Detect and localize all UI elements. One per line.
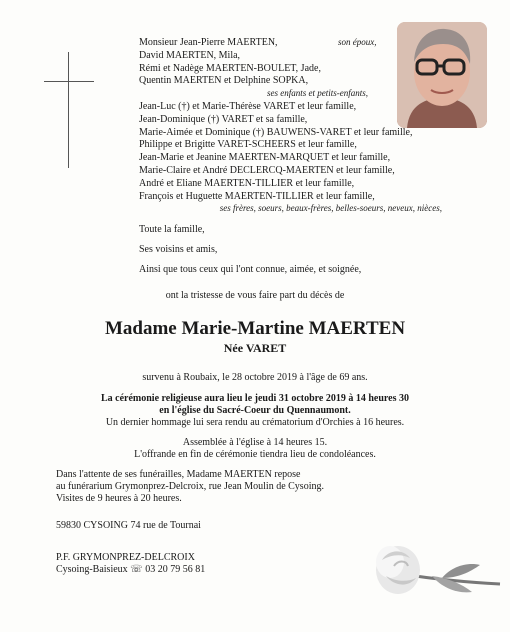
family-line: André et Eliane MAERTEN-TILLIER et leur famille,: [139, 177, 355, 189]
family-line: Quentin MAERTEN et Delphine SOPKA,: [139, 75, 309, 87]
rose-image: [372, 532, 502, 617]
all-those: Ainsi que tous ceux qui l'ont connue, aimée, et soignée,: [139, 264, 362, 275]
family-line: Marie-Aimée et Dominique (†) BAUWENS-VARET et leur famille,: [139, 126, 413, 138]
phone-icon: ☏: [130, 564, 143, 575]
company-phone: 03 20 79 56 81: [145, 564, 206, 575]
assembly-line-2: L'offrande en fin de cérémonie tiendra lieu de condoléances.: [134, 449, 376, 460]
family-all: Toute la famille,: [139, 224, 205, 235]
funeral-line-1: Dans l'attente de ses funérailles, Madame MAERTEN repose: [56, 469, 301, 480]
announcement: ont la tristesse de vous faire part du décès de: [165, 290, 345, 301]
family-line: François et Huguette MAERTEN-TILLIER et leur famille,: [139, 190, 375, 202]
family-line: Marie-Claire et André DECLERCQ-MAERTEN et leur famille,: [139, 165, 395, 176]
neighbors-friends: Ses voisins et amis,: [139, 244, 218, 255]
family-line: Jean-Marie et Jeanine MAERTEN-MARQUET et leur famille,: [139, 152, 391, 164]
deceased-name: Madame Marie-Martine MAERTEN: [104, 318, 406, 339]
cross-vertical: [68, 52, 69, 168]
assembly-line-1: Assemblée à l'église à 14 heures 15.: [182, 437, 328, 448]
death-notice: survenu à Roubaix, le 28 octobre 2019 à l'âge de 69 ans.: [142, 372, 368, 383]
address: 59830 CYSOING 74 rue de Tournai: [56, 520, 201, 531]
company-city: Cysoing-Baisieux: [56, 564, 128, 575]
family-line: Jean-Luc (†) et Marie-Thérèse VARET et leur famille,: [139, 101, 357, 112]
family-line: David MAERTEN, Mila,: [139, 49, 241, 61]
family-note: son époux,: [338, 37, 377, 47]
funeral-line-3: Visites de 9 heures à 20 heures.: [56, 493, 182, 504]
family-note: ses enfants et petits-enfants,: [267, 88, 368, 99]
ceremony-line-3: Un dernier hommage lui sera rendu au crématorium d'Orchies à 16 heures.: [105, 417, 405, 428]
funeral-line-2: au funérarium Grymonprez-Delcroix, rue Jean Moulin de Cysoing.: [56, 481, 324, 492]
family-line: Philippe et Brigitte VARET-SCHEERS et leur famille,: [139, 139, 357, 151]
maiden-name: Née VARET: [223, 341, 287, 355]
portrait-photo: [397, 22, 487, 128]
ceremony-line-1: La cérémonie religieuse aura lieu le jeudi 31 octobre 2019 à 14 heures 30: [100, 393, 409, 404]
company-contact: [56, 564, 205, 575]
family-line: Jean-Dominique (†) VARET et sa famille,: [139, 113, 308, 125]
family-line: Monsieur Jean-Pierre MAERTEN,: [139, 37, 278, 48]
ceremony-line-2: en l'église du Sacré-Coeur du Quennaumont.: [159, 405, 351, 416]
cross-horizontal: [44, 81, 94, 82]
family-note: ses frères, soeurs, beaux-frères, belles-soeurs, neveux, nièces,: [219, 203, 442, 214]
company-name: P.F. GRYMONPREZ-DELCROIX: [56, 552, 195, 563]
family-line: Rémi et Nadège MAERTEN-BOULET, Jade,: [139, 62, 321, 74]
